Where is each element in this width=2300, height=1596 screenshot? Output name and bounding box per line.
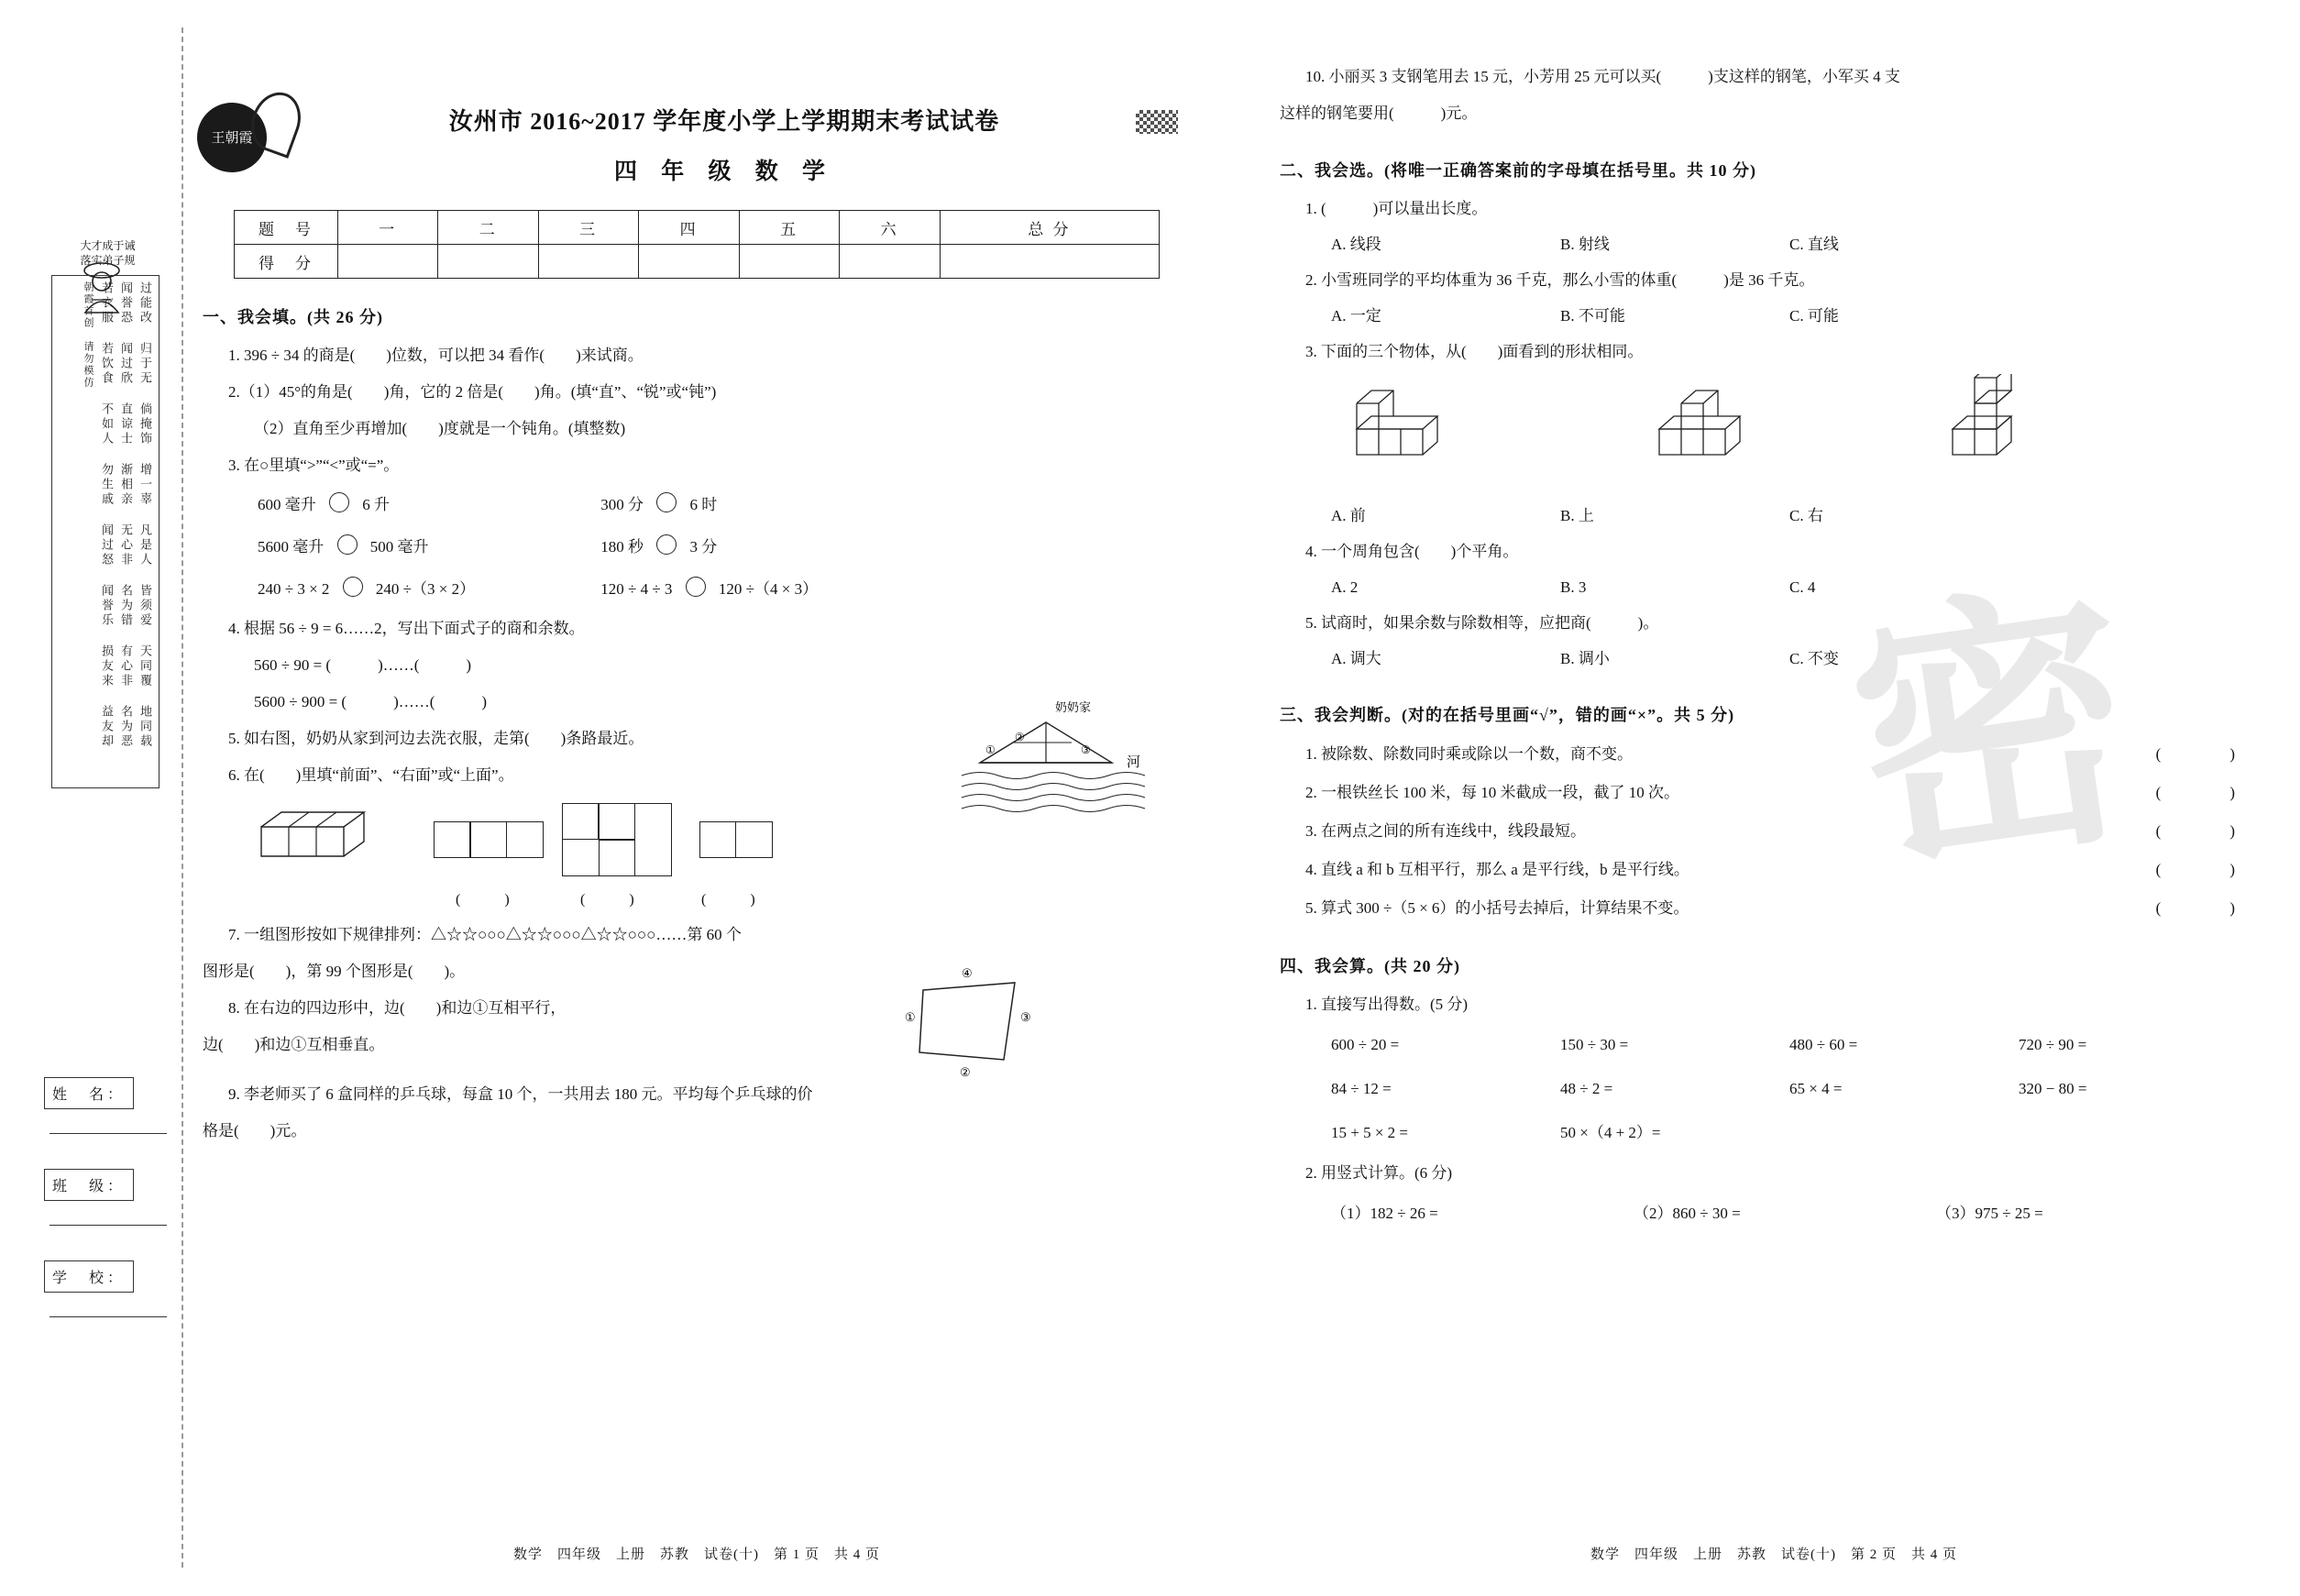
choice-2-option-a[interactable]: A. 一定	[1331, 307, 1381, 325]
choice-4: 4. 一个周角包含( )个平角。	[1305, 543, 1519, 560]
solid-c	[1934, 374, 2099, 475]
compare-circle-2[interactable]	[656, 492, 677, 512]
true-false-row	[1305, 774, 2240, 812]
tf-answer-1[interactable]: ( )	[2155, 745, 2240, 763]
compare-right-3: 500 毫升	[369, 538, 429, 556]
view-grid-2-cell	[599, 840, 635, 876]
tf-answer-4[interactable]: ( )	[2155, 861, 2240, 878]
calc-2-title: 2. 用竖式计算。(6 分)	[1305, 1164, 1453, 1182]
score-cell-total[interactable]	[940, 245, 1159, 279]
choice-1-option-b[interactable]: B. 射线	[1560, 236, 1610, 253]
choice-1-option-a[interactable]: A. 线段	[1331, 236, 1381, 253]
class-label: 班 级：	[44, 1169, 134, 1201]
section-4-heading: 四、我会算。(共 20 分)	[1280, 957, 1460, 975]
score-col-6: 六	[840, 211, 940, 245]
compare-left-5: 240 ÷ 3 × 2	[258, 580, 330, 598]
choice-1-option-c[interactable]: C. 直线	[1789, 236, 1839, 253]
choice-5-option-a[interactable]: A. 调大	[1331, 650, 1381, 667]
choice-5-option-b[interactable]: B. 调小	[1560, 650, 1610, 667]
school-label: 学 校：	[44, 1260, 134, 1293]
score-col-total: 总 分	[940, 211, 1159, 245]
compare-right-2: 6 时	[689, 496, 718, 513]
page-title: 汝州市 2016~2017 学年度小学上学期期末考试试卷	[448, 108, 1000, 135]
tf-statement-5: 5. 算式 300 ÷（5 × 6）的小括号去掉后，计算结果不变。	[1305, 899, 1689, 917]
calc-1-2[interactable]: 150 ÷ 30 =	[1560, 1036, 1629, 1053]
vcalc-3[interactable]: （3）975 ÷ 25 =	[1936, 1205, 2043, 1222]
calc-2-2[interactable]: 48 ÷ 2 =	[1560, 1080, 1613, 1097]
choice-4-options	[1331, 570, 2273, 605]
calc-1-4[interactable]: 720 ÷ 90 =	[2019, 1036, 2087, 1053]
solid-figure	[252, 799, 390, 873]
question-8a: 8. 在右边的四边形中，边( )和边①互相平行，	[228, 999, 567, 1017]
score-col-3: 三	[538, 211, 638, 245]
score-col-4: 四	[639, 211, 739, 245]
watermark: 密	[1834, 554, 2151, 909]
mascot-caption-2: 落实弟子规	[80, 254, 136, 267]
compare-row-1	[258, 484, 1196, 526]
name-field-group	[44, 1077, 172, 1134]
question-9b: 格是( )元。	[203, 1122, 307, 1139]
choice-5-options	[1331, 642, 2273, 677]
choice-3-option-a[interactable]: A. 前	[1331, 507, 1366, 524]
solid-b	[1641, 383, 1806, 475]
true-false-row	[1305, 735, 2240, 774]
question-7a: 7. 一组图形按如下规律排列：△☆☆○○○△☆☆○○○△☆☆○○○……第 60 个	[228, 926, 742, 943]
choice-4-option-b[interactable]: B. 3	[1560, 578, 1587, 596]
choice-3-option-c[interactable]: C. 右	[1789, 507, 1823, 524]
svg-text:④: ④	[962, 966, 973, 980]
score-cell-1[interactable]	[338, 245, 438, 279]
tf-statement-2: 2. 一根铁丝长 100 米，每 10 米截成一段，截了 10 次。	[1305, 784, 1679, 801]
view-grid-3-cell	[699, 821, 736, 858]
score-row-label: 题 号	[235, 211, 338, 245]
svg-text:河: 河	[1127, 755, 1141, 770]
anti-copy-note: 朝霞首创 请勿模仿	[83, 281, 94, 389]
true-false-row	[1305, 851, 2240, 889]
choice-5: 5. 试商时，如果余数与除数相等，应把商( )。	[1305, 614, 1659, 632]
compare-row-2	[258, 526, 1196, 568]
svg-text:奶奶家: 奶奶家	[1055, 700, 1092, 714]
view-grid-1-cell2	[470, 821, 507, 858]
compare-circle-4[interactable]	[656, 534, 677, 555]
section-3-heading: 三、我会判断。(对的在括号里画“√”，错的画“×”。共 5 分)	[1280, 706, 1735, 724]
view-caption-1: ( )	[456, 892, 510, 908]
compare-circle-1[interactable]	[329, 492, 349, 512]
quadrilateral-figure	[866, 964, 1077, 1084]
score-col-1: 一	[338, 211, 438, 245]
compare-left-3: 5600 毫升	[258, 538, 325, 556]
publisher-logo	[188, 83, 298, 183]
compare-right-1: 6 升	[362, 496, 390, 513]
class-field-group	[44, 1169, 172, 1226]
vcalc-1[interactable]: （1）182 ÷ 26 =	[1331, 1205, 1438, 1222]
left-strip	[46, 238, 170, 788]
svg-text:①: ①	[905, 1010, 916, 1024]
question-4: 4. 根据 56 ÷ 9 = 6……2，写出下面式子的商和余数。	[228, 620, 585, 637]
logo-circle: 王朝霞	[197, 103, 267, 172]
compare-circle-3[interactable]	[337, 534, 358, 555]
compare-left-1: 600 毫升	[258, 496, 316, 513]
view-caption-2: ( )	[580, 892, 634, 908]
footer-left: 数学 四年级 上册 苏教 试卷(十) 第 1 页 共 4 页	[513, 1547, 880, 1562]
question-1: 1. 396 ÷ 34 的商是( )位数，可以把 34 看作( )来试商。	[228, 347, 644, 364]
views-figure-group	[243, 799, 1196, 909]
choice-1: 1. ( )可以量出长度。	[1305, 200, 1488, 217]
view-grid-2-cell	[562, 803, 599, 840]
compare-circle-6[interactable]	[686, 577, 706, 597]
svg-text:②: ②	[960, 1065, 971, 1079]
vertical-calc-row	[1331, 1192, 2273, 1236]
calc-row-1	[1331, 1023, 2273, 1067]
creed-col-3: 若衣服 若饮食 不如人 勿生戚 闻过怒 闻誉乐 损友来 益友却	[100, 281, 114, 749]
question-2a: 2.（1）45°的角是( )角，它的 2 倍是( )角。(填“直”、“锐”或“钝”)	[228, 383, 717, 401]
calc-2-1[interactable]: 84 ÷ 12 =	[1331, 1080, 1392, 1097]
fold-line	[182, 28, 183, 1568]
question-7b: 图形是( )，第 99 个图形是( )。	[203, 963, 466, 980]
question-3: 3. 在○里填“>”“<”或“=”。	[228, 457, 400, 474]
tf-statement-4: 4. 直线 a 和 b 互相平行，那么 a 是平行线，b 是平行线。	[1305, 861, 1689, 878]
choice-2-options	[1331, 299, 2273, 334]
section-1-heading: 一、我会填。(共 26 分)	[203, 308, 383, 326]
calc-row-3	[1331, 1111, 2273, 1155]
true-false-row	[1305, 889, 2240, 928]
compare-left-6: 120 ÷ 4 ÷ 3	[600, 580, 673, 598]
choice-5-option-c[interactable]: C. 不变	[1789, 650, 1839, 667]
calc-3-2[interactable]: 50 ×（4 + 2）=	[1560, 1124, 1661, 1141]
question-4a: 560 ÷ 90 = ( )……( )	[254, 656, 472, 674]
choice-3-option-b[interactable]: B. 上	[1560, 507, 1594, 524]
tf-answer-3[interactable]: ( )	[2155, 822, 2240, 840]
name-label: 姓 名：	[44, 1077, 134, 1109]
calc-row-2	[1331, 1067, 2273, 1111]
view-grid-1-cell1	[434, 821, 470, 858]
question-6: 6. 在( )里填“前面”、“右面”或“上面”。	[228, 766, 514, 784]
page-subtitle: 四 年 级 数 学	[613, 160, 834, 184]
score-col-2: 二	[438, 211, 538, 245]
class-input[interactable]	[50, 1201, 167, 1226]
calc-2-4[interactable]: 320 − 80 =	[2019, 1080, 2087, 1097]
svg-text:③: ③	[1020, 1010, 1031, 1024]
score-table	[234, 210, 1160, 279]
table-row	[235, 211, 1160, 245]
svg-text:③: ③	[1081, 743, 1091, 756]
compare-left-4: 180 秒	[600, 538, 644, 556]
compare-circle-5[interactable]	[343, 577, 363, 597]
view-caption-3: ( )	[701, 892, 755, 908]
compare-right-4: 3 分	[689, 538, 718, 556]
choice-2: 2. 小雪班同学的平均体重为 36 千克，那么小雪的体重( )是 36 千克。	[1305, 271, 1815, 289]
score-row2-label: 得 分	[235, 245, 338, 279]
mascot-caption-1: 大才成于诫	[80, 239, 136, 252]
question-10a: 10. 小丽买 3 支钢笔用去 15 元，小芳用 25 元可以买( )支这样的钢笔，小军买 4 支	[1305, 68, 1900, 85]
compare-left-2: 300 分	[600, 496, 644, 513]
name-input[interactable]	[50, 1109, 167, 1134]
creed-col-1: 过能改 归于无 倘掩饰 增一辜 凡是人 皆须爱 天同覆 地同载	[138, 281, 152, 749]
score-cell-6[interactable]	[840, 245, 940, 279]
question-10b: 这样的钢笔要用( )元。	[1280, 105, 1478, 122]
calc-1-title: 1. 直接写出得数。(5 分)	[1305, 996, 1469, 1013]
calc-2-3[interactable]: 65 × 4 =	[1789, 1080, 1843, 1097]
tf-statement-3: 3. 在两点之间的所有连线中，线段最短。	[1305, 822, 1586, 840]
footer-right: 数学 四年级 上册 苏教 试卷(十) 第 2 页 共 4 页	[1590, 1547, 1957, 1562]
score-col-5: 五	[739, 211, 839, 245]
section-2-heading: 二、我会选。(将唯一正确答案前的字母填在括号里。共 10 分)	[1280, 161, 1756, 180]
school-field-group	[44, 1260, 172, 1317]
choice-4-option-c[interactable]: C. 4	[1789, 578, 1816, 596]
tf-answer-5[interactable]: ( )	[2155, 899, 2240, 917]
question-2b: （2）直角至少再增加( )度就是一个钝角。(填整数)	[254, 420, 626, 437]
choice-3: 3. 下面的三个物体，从( )面看到的形状相同。	[1305, 343, 1644, 360]
score-cell-3[interactable]	[538, 245, 638, 279]
choice-3-options	[1331, 499, 2273, 534]
choice-2-option-b[interactable]: B. 不可能	[1560, 307, 1625, 325]
right-column	[1274, 37, 2273, 1236]
score-cell-5[interactable]	[739, 245, 839, 279]
solid-a	[1348, 383, 1485, 475]
calc-3-1[interactable]: 15 + 5 × 2 =	[1331, 1124, 1409, 1141]
compare-right-5: 240 ÷（3 × 2）	[375, 580, 476, 598]
question-8b: 边( )和边①互相垂直。	[203, 1036, 385, 1053]
choice-1-options	[1331, 227, 2273, 262]
decorative-checker	[1136, 110, 1178, 134]
compare-right-6: 120 ÷（4 × 3）	[718, 580, 819, 598]
choice-4-option-a[interactable]: A. 2	[1331, 578, 1359, 596]
score-cell-4[interactable]	[639, 245, 739, 279]
score-cell-2[interactable]	[438, 245, 538, 279]
creed-stamp	[51, 275, 160, 788]
compare-row-3	[258, 568, 1196, 611]
tf-statement-1: 1. 被除数、除数同时乘或除以一个数，商不变。	[1305, 745, 1633, 763]
calc-1-3[interactable]: 480 ÷ 60 =	[1789, 1036, 1858, 1053]
calc-1-1[interactable]: 600 ÷ 20 =	[1331, 1036, 1400, 1053]
choice-2-option-c[interactable]: C. 可能	[1789, 307, 1839, 325]
three-solids-figure	[1348, 383, 2273, 493]
vcalc-2[interactable]: （2）860 ÷ 30 =	[1634, 1205, 1741, 1222]
question-9a: 9. 李老师买了 6 盒同样的乒乓球，每盒 10 个，一共用去 180 元。平均每个乒乓球的价	[228, 1085, 813, 1103]
question-4b: 5600 ÷ 900 = ( )……( )	[254, 693, 488, 710]
true-false-row	[1305, 812, 2240, 851]
creed-col-2: 闻誉恐 闻过欣 直谅士 渐相亲 无心非 名为错 有心非 名为恶	[119, 281, 133, 749]
svg-text:②: ②	[1015, 731, 1025, 743]
table-row	[235, 245, 1160, 279]
svg-text:①: ①	[985, 743, 996, 756]
school-input[interactable]	[50, 1293, 167, 1317]
tf-answer-2[interactable]: ( )	[2155, 784, 2240, 801]
question-5: 5. 如右图，奶奶从家到河边去洗衣服，走第( )条路最近。	[228, 730, 644, 747]
left-column	[197, 37, 1196, 1150]
view-grid-2-cell	[599, 803, 635, 840]
